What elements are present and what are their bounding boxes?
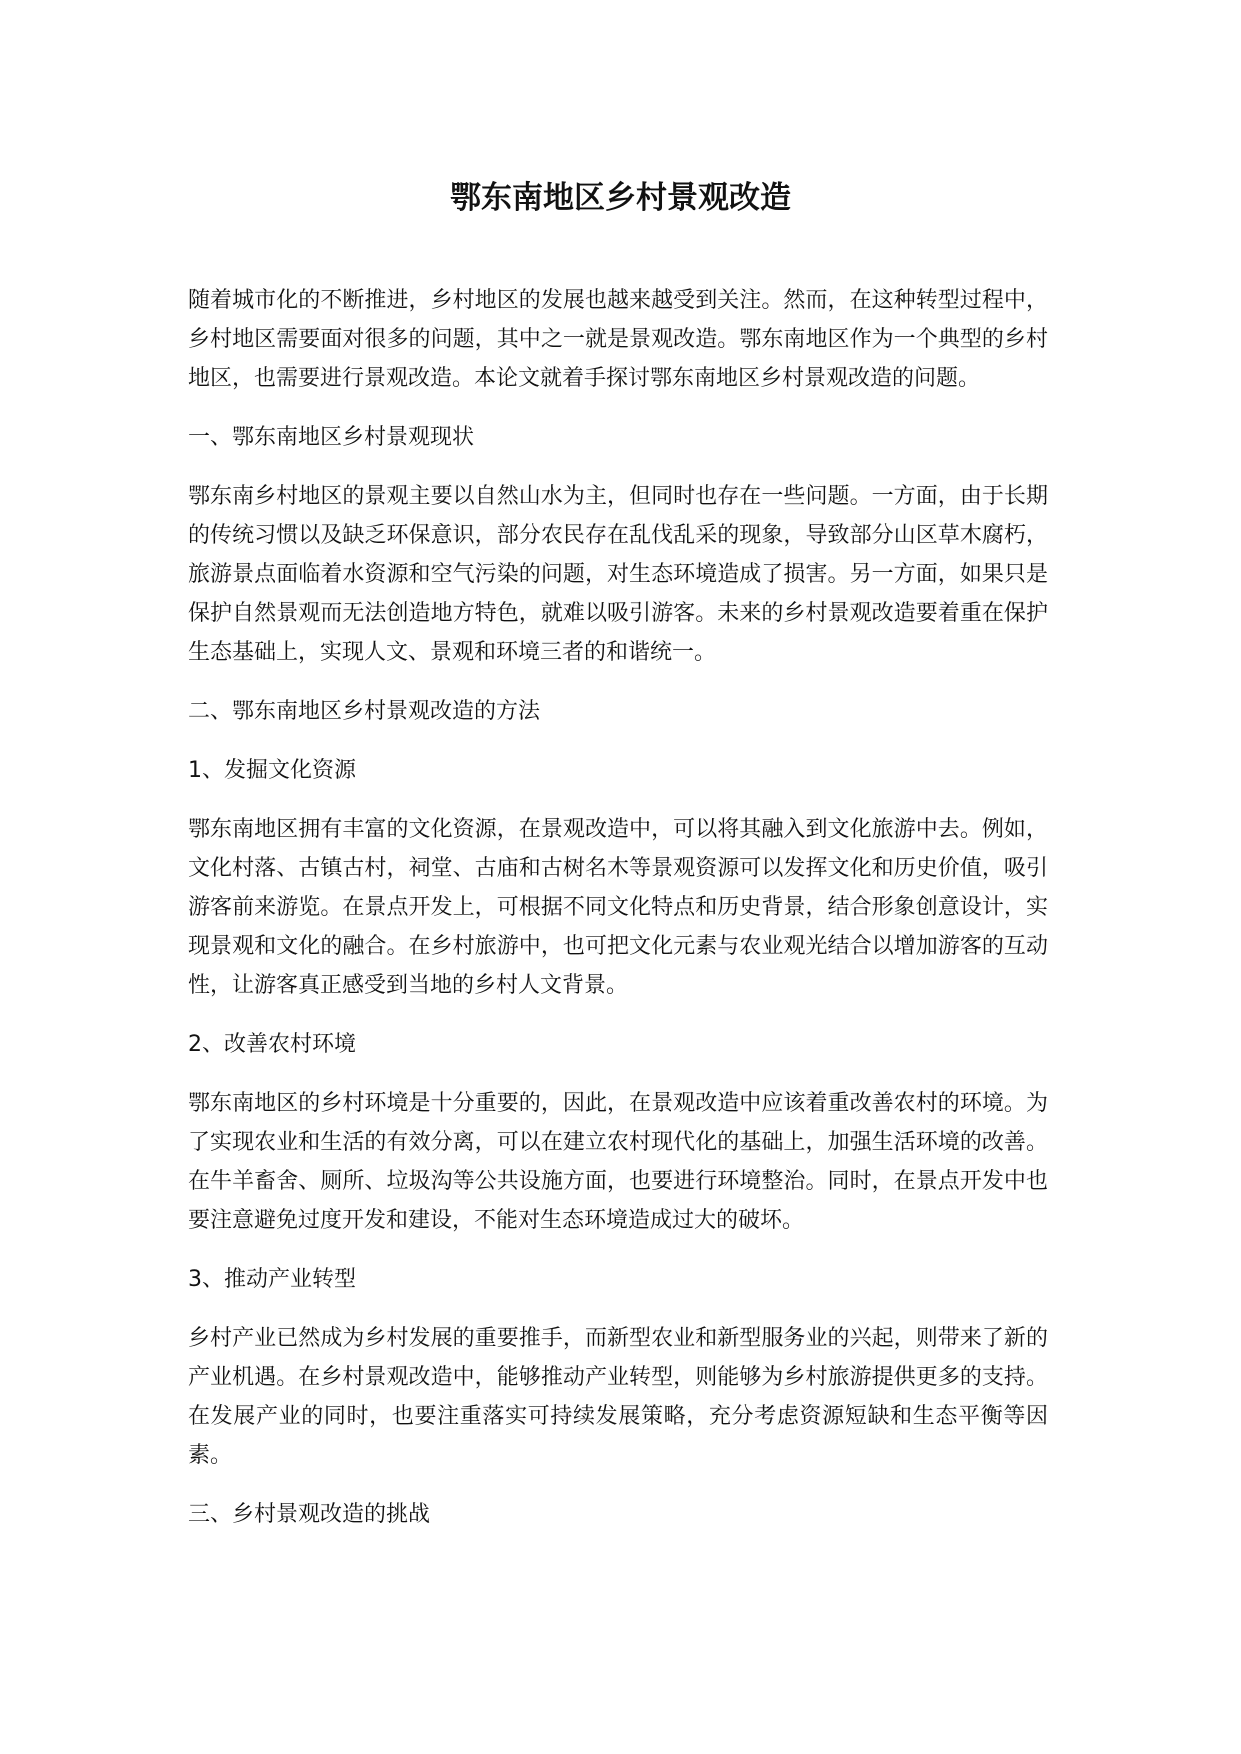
section-2-heading: 二、鄂东南地区乡村景观改造的方法 <box>188 699 541 724</box>
section-1-paragraph: 鄂东南乡村地区的景观主要以自然山水为主，但同时也存在一些问题。一方面，由于长期的传统习惯以及缺乏环保意识，部分农民存在乱伐乱采的现象，导致部分山区草木腐朽，旅游景点面临着水资源和空气污染的问题，对生态环境造成了损害。另一方面，如果只是保护自然景观而无法创造地方特色，就难以吸引游客。未来的乡村景观改造要着重在保护生态基础上，实现人文、景观和环境三者的和谐统一。 <box>188 484 1048 665</box>
section-3-heading: 三、乡村景观改造的挑战 <box>188 1502 431 1527</box>
document-body <box>188 281 1048 1534</box>
subsection-2-1-paragraph: 鄂东南地区拥有丰富的文化资源，在景观改造中，可以将其融入到文化旅游中去。例如，文化村落、古镇古村，祠堂、古庙和古树名木等景观资源可以发挥文化和历史价值，吸引游客前来游览。在景点开发上，可根据不同文化特点和历史背景，结合形象创意设计，实现景观和文化的融合。在乡村旅游中，也可把文化元素与农业观光结合以增加游客的互动性，让游客真正感受到当地的乡村人文背景。 <box>188 817 1048 998</box>
intro-paragraph: 随着城市化的不断推进，乡村地区的发展也越来越受到关注。然而，在这种转型过程中，乡村地区需要面对很多的问题，其中之一就是景观改造。鄂东南地区作为一个典型的乡村地区，也需要进行景观改造。本论文就着手探讨鄂东南地区乡村景观改造的问题。 <box>188 288 1048 391</box>
subsection-2-2-paragraph: 鄂东南地区的乡村环境是十分重要的，因此，在景观改造中应该着重改善农村的环境。为了实现农业和生活的有效分离，可以在建立农村现代化的基础上，加强生活环境的改善。在牛羊畜舍、厕所、垃圾沟等公共设施方面，也要进行环境整治。同时，在景点开发中也要注意避免过度开发和建设，不能对生态环境造成过大的破坏。 <box>188 1091 1048 1233</box>
subsection-2-2-heading: 2、改善农村环境 <box>188 1032 356 1057</box>
section-1-heading: 一、鄂东南地区乡村景观现状 <box>188 425 475 450</box>
subsection-2-3-heading: 3、推动产业转型 <box>188 1267 356 1292</box>
document-title: 鄂东南地区乡村景观改造 <box>450 180 791 216</box>
subsection-2-1-heading: 1、发掘文化资源 <box>188 758 356 783</box>
subsection-2-3-paragraph: 乡村产业已然成为乡村发展的重要推手，而新型农业和新型服务业的兴起，则带来了新的产业机遇。在乡村景观改造中，能够推动产业转型，则能够为乡村旅游提供更多的支持。在发展产业的同时，也要注重落实可持续发展策略，充分考虑资源短缺和生态平衡等因素。 <box>188 1326 1048 1468</box>
